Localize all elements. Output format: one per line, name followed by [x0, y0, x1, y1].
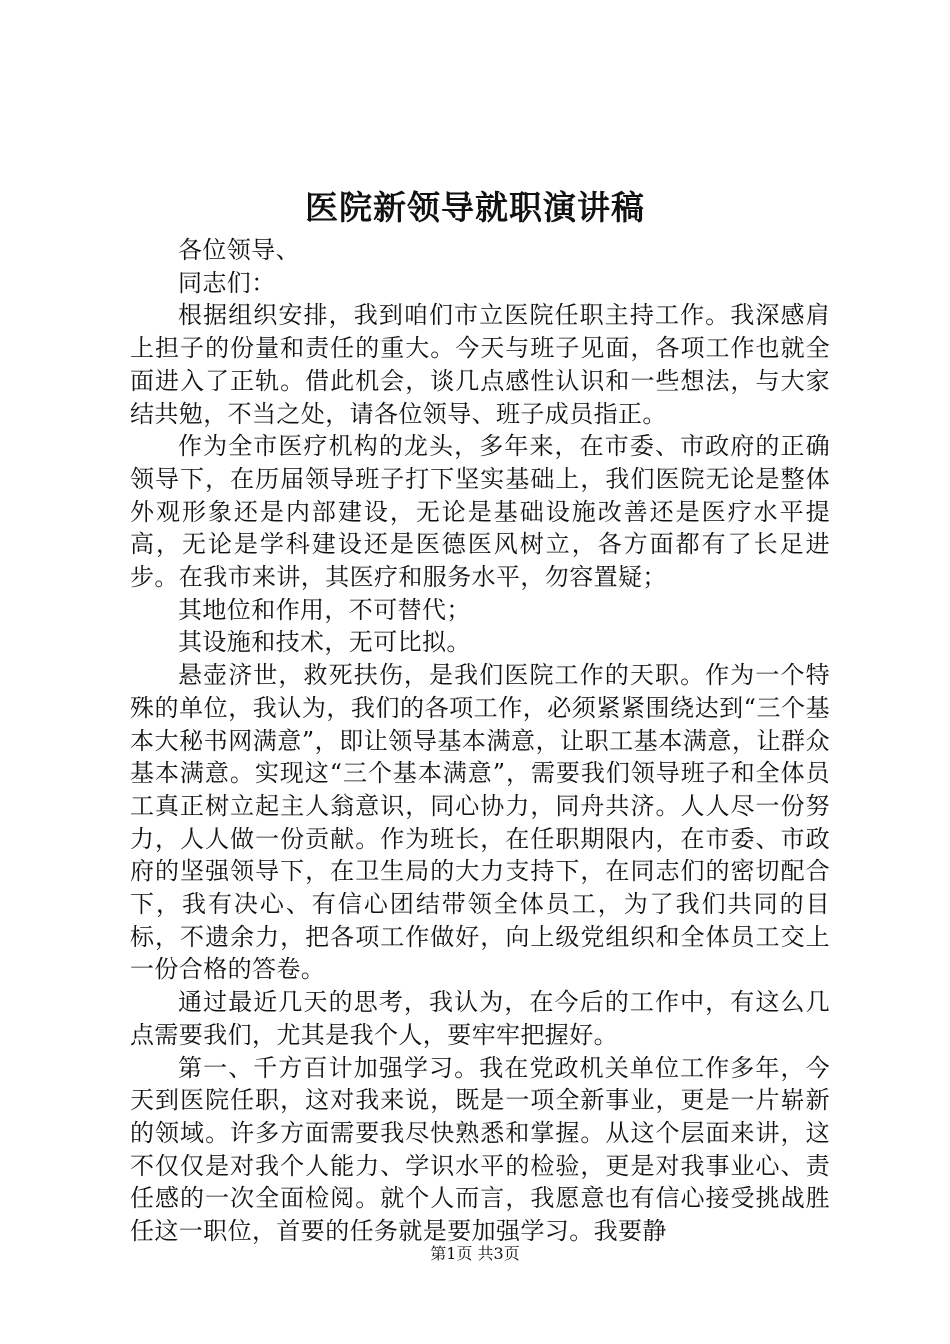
document-body: [130, 234, 830, 1248]
paragraph-salutation-1: 各位领导、: [178, 236, 300, 264]
page-number-footer: 第1页 共3页: [430, 1244, 520, 1263]
document-title: 医院新领导就职演讲稿: [305, 188, 645, 227]
paragraph-salutation-2: 同志们：: [178, 268, 276, 297]
paragraph: 作为全市医疗机构的龙头，多年来，在市委、市政府的正确领导下，在历届领导班子打下坚实基础上，我们医院无论是整体外观形象还是内部建设，无论是基础设施改善还是医疗水平提高，无论是学科建设还是医德医风树立，各方面都有了长足进步。在我市来讲，其医疗和服务水平，勿容置疑；: [130, 432, 830, 592]
paragraph: 其设施和技术，无可比拟。: [178, 628, 471, 657]
paragraph: 第一、千方百计加强学习。我在党政机关单位工作多年，今天到医院任职，这对我来说，既是一项全新事业，更是一片崭新的领域。许多方面需要我尽快熟悉和掌握。从这个层面来讲，这不仅仅是对我个人能力、学识水平的检验，更是对我事业心、责任感的一次全面检阅。就个人而言，我愿意也有信心接受挑战胜任这一职位，首要的任务就是要加强学习。我要静: [130, 1053, 830, 1246]
paragraph: 根据组织安排，我到咱们市立医院任职主持工作。我深感肩上担子的份量和责任的重大。今天与班子见面，各项工作也就全面进入了正轨。借此机会，谈几点感性认识和一些想法，与大家结共勉，不当之处，请各位领导、班子成员指正。: [130, 301, 830, 428]
paragraph: 其地位和作用，不可替代；: [178, 595, 471, 624]
paragraph: 通过最近几天的思考，我认为，在今后的工作中，有这么几点需要我们，尤其是我个人，要牢牢把握好。: [130, 988, 830, 1049]
paragraph: 悬壶济世，救死扶伤，是我们医院工作的天职。作为一个特殊的单位，我认为，我们的各项工作，必须紧紧围绕达到“三个基本大秘书网满意”，即让领导基本满意，让职工基本满意，让群众基本满意。实现这“三个基本满意”，需要我们领导班子和全体员工真正树立起主人翁意识，同心协力，同舟共济。人人尽一份努力，人人做一份贡献。作为班长，在任职期限内，在市委、市政府的坚强领导下，在卫生局的大力支持下，在同志们的密切配合下，我有决心、有信心团结带领全体员工，为了我们共同的目标，不遗余力，把各项工作做好，向上级党组织和全体员工交上一份合格的答卷。: [130, 661, 830, 984]
